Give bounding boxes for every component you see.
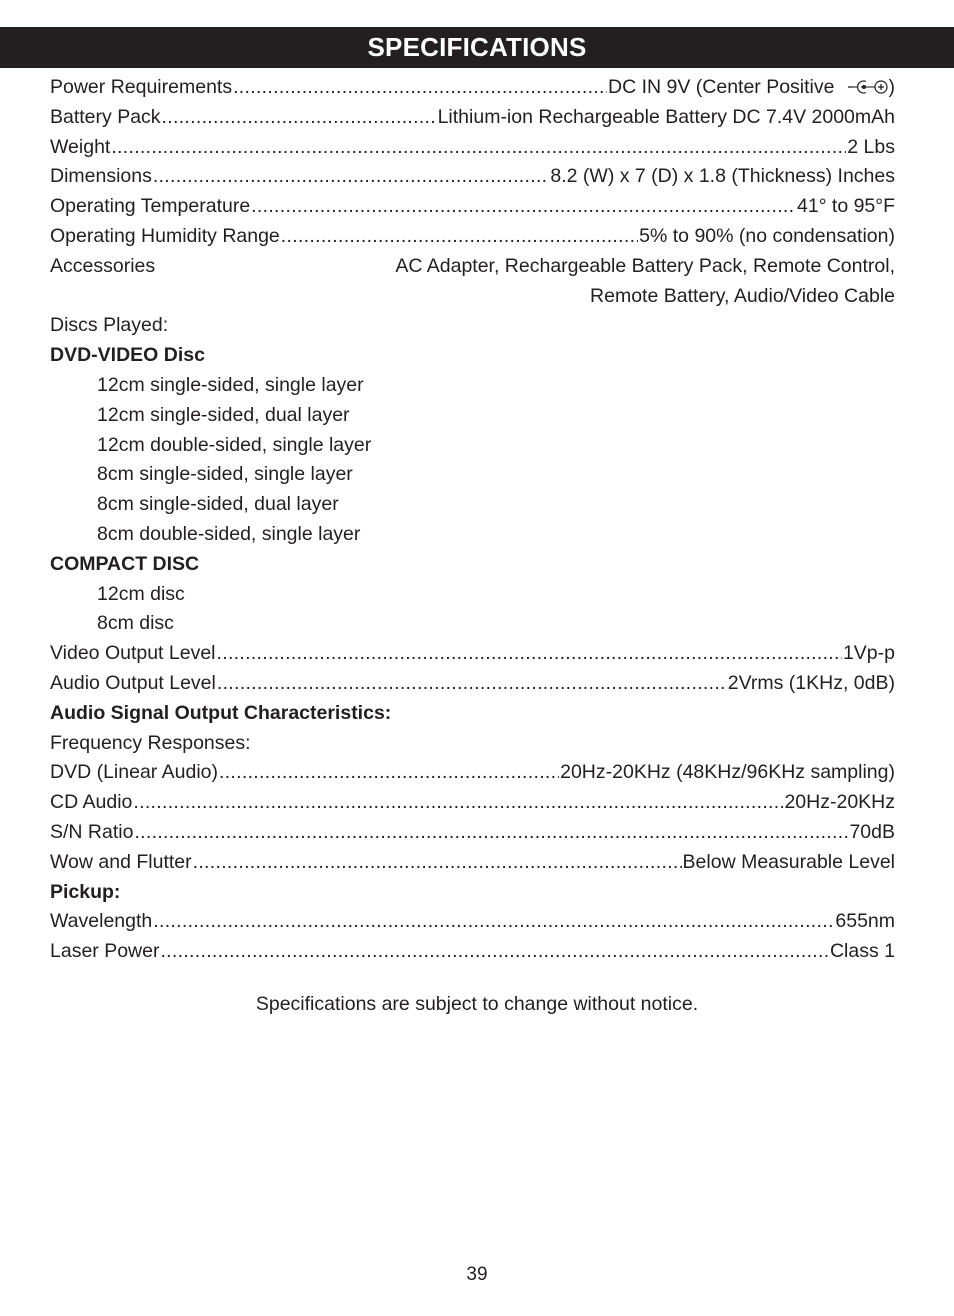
frequency-responses-label: Frequency Responses: (50, 731, 251, 754)
spec-label: Video Output Level (50, 642, 216, 665)
spec-label: CD Audio (50, 791, 133, 814)
leader-dots (233, 73, 607, 103)
leader-dots (134, 818, 848, 848)
spec-row-humidity (50, 222, 895, 252)
leader-dots (160, 937, 829, 967)
spec-row-wavelength (50, 907, 895, 937)
pickup-heading: Pickup: (50, 880, 121, 903)
spec-label: Battery Pack (50, 105, 161, 128)
list-item: 8cm single-sided, single layer (97, 463, 353, 486)
leader-dots (251, 192, 796, 222)
list-item: 12cm single-sided, single layer (97, 373, 364, 396)
spec-label: Operating Temperature (50, 195, 251, 218)
spec-row-accessories-cont (50, 282, 895, 312)
spec-label: Dimensions (50, 165, 152, 188)
page-title: SPECIFICATIONS (367, 32, 587, 62)
spec-row-laser-power (50, 937, 895, 967)
list-item: 8cm single-sided, dual layer (97, 493, 339, 516)
spec-value: 70dB (849, 820, 895, 843)
spec-row-weight (50, 133, 895, 163)
spec-value: Lithium-ion Rechargeable Battery DC 7.4V 2000mAh (437, 105, 895, 128)
spec-label: DVD (Linear Audio) (50, 761, 218, 784)
spec-label: Laser Power (50, 940, 160, 963)
spec-value: Remote Battery, Audio/Video Cable (590, 284, 895, 307)
spec-label: Wow and Flutter (50, 850, 192, 873)
page-number: 39 (466, 1264, 488, 1285)
spec-label: Audio Output Level (50, 671, 216, 694)
spec-row-accessories (50, 252, 895, 282)
spec-value: 20Hz-20KHz (48KHz/96KHz sampling) (560, 761, 895, 784)
leader-dots (281, 222, 638, 252)
spec-row-cd-audio (50, 788, 895, 818)
spec-value: 8.2 (W) x 7 (D) x 1.8 (Thickness) Inches (550, 165, 895, 188)
discs-played-label: Discs Played: (50, 314, 169, 337)
spec-value: 655nm (835, 910, 895, 933)
compact-disc-heading: COMPACT DISC (50, 552, 200, 575)
change-notice: Specifications are subject to change without notice. (255, 993, 699, 1015)
spec-value: AC Adapter, Rechargeable Battery Pack, Remote Control, (395, 254, 895, 277)
spec-value: Below Measurable Level (682, 850, 895, 873)
spec-label: S/N Ratio (50, 820, 134, 843)
list-item: 8cm double-sided, single layer (97, 522, 361, 545)
spec-row-audio-output (50, 669, 895, 699)
leader-dots (162, 103, 437, 133)
spec-row-video-output (50, 639, 895, 669)
spec-label: Power Requirements (50, 76, 233, 98)
leader-dots (153, 907, 834, 937)
spec-label: Accessories (50, 254, 156, 277)
spec-value: DC IN 9V (Center Positive (608, 76, 835, 98)
spec-label: Wavelength (50, 910, 153, 933)
page-title-banner (0, 27, 954, 68)
spec-row-dvd-audio (50, 758, 895, 788)
list-item: 12cm double-sided, single layer (97, 433, 372, 456)
leader-dots (217, 639, 842, 669)
spec-row-power: Power Requirements ..... DC IN 9V (Center Positive ) (50, 73, 895, 103)
center-positive-polarity-icon (847, 79, 889, 95)
spec-value: 2 Lbs (847, 135, 895, 158)
leader-dots (111, 133, 846, 163)
spec-value: Class 1 (829, 940, 895, 963)
spec-row-wow-flutter (50, 848, 895, 878)
audio-signal-heading: Audio Signal Output Characteristics: (50, 701, 392, 724)
spec-label: Operating Humidity Range (50, 224, 280, 247)
list-item: 12cm disc (97, 582, 185, 605)
spec-value: 1Vp-p (842, 642, 895, 665)
leader-dots (217, 669, 727, 699)
spec-row-temperature (50, 192, 895, 222)
dvd-video-heading: DVD-VIDEO Disc (50, 344, 205, 367)
leader-dots (219, 758, 559, 788)
spec-row-sn-ratio (50, 818, 895, 848)
list-item: 8cm disc (97, 612, 174, 635)
spec-row-dimensions (50, 162, 895, 192)
list-item: 12cm single-sided, dual layer (97, 403, 350, 426)
spec-value: 5% to 90% (no condensation) (639, 224, 895, 247)
leader-dots (133, 788, 783, 818)
spec-row-battery (50, 103, 895, 133)
leader-dots (153, 162, 550, 192)
leader-dots (193, 848, 682, 878)
spec-label: Weight (50, 135, 111, 158)
spec-value: 2Vrms (1KHz, 0dB) (727, 671, 895, 694)
spec-list (50, 73, 895, 967)
spec-value: 20Hz-20KHz (784, 791, 895, 814)
spec-value: 41° to 95°F (797, 195, 895, 218)
